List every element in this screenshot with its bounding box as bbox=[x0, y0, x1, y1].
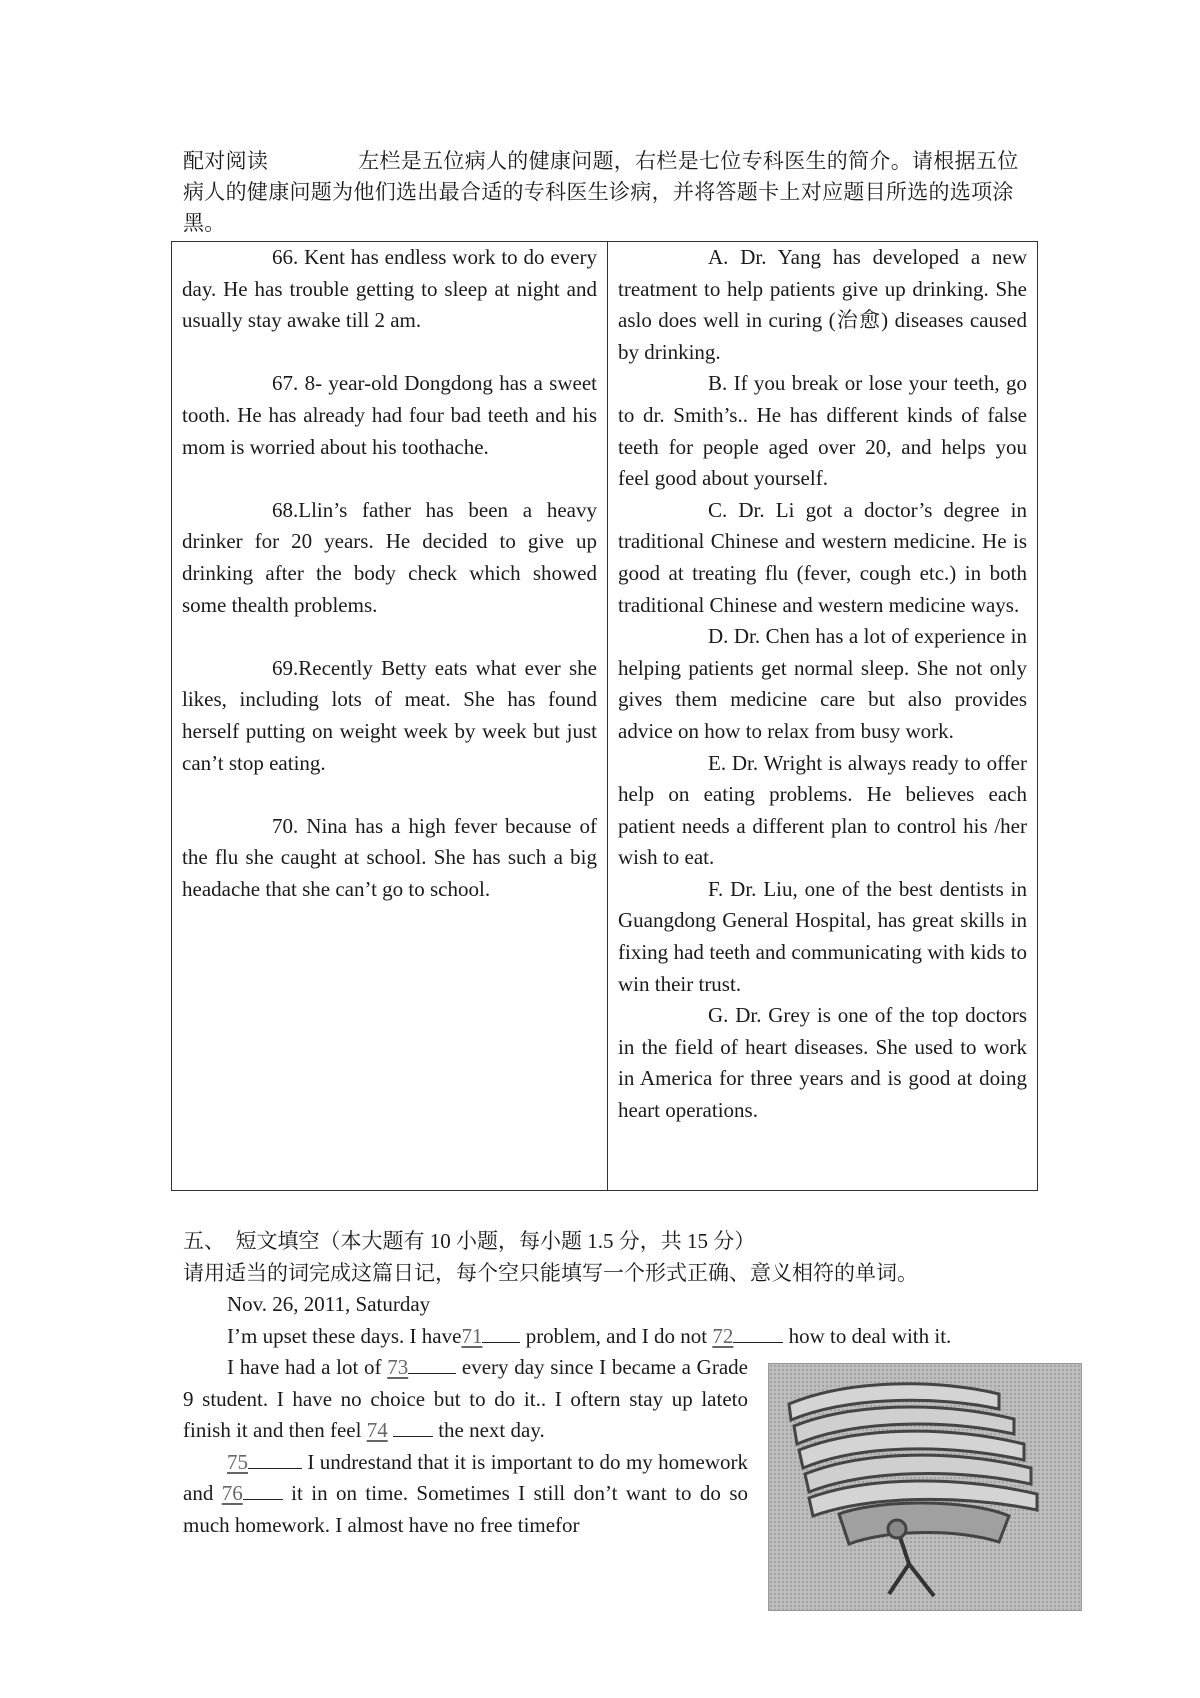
doctor-b: B. If you break or lose your teeth, go to dr. Smith’s.. He has different kinds of false teeth for people aged over 20, and helps you feel good about yourself. bbox=[618, 371, 1027, 491]
matching-table bbox=[171, 241, 1038, 1191]
blank-73-line bbox=[408, 1353, 456, 1374]
blank-74-line bbox=[393, 1416, 433, 1437]
student-carrying-books-icon bbox=[769, 1364, 1081, 1610]
diary-line-1: I’m upset these days. I have71 problem, and I do not 72 how to deal with it. bbox=[227, 1323, 952, 1348]
matching-reading-instructions bbox=[183, 146, 1033, 239]
section-label: 配对阅读 bbox=[183, 149, 269, 173]
blank-72: 72 bbox=[712, 1323, 734, 1348]
patient-66: 66. Kent has endless work to do every day. He has trouble getting to sleep at night and usually stay awake till 2 am. bbox=[182, 245, 597, 333]
section-heading bbox=[183, 1226, 1063, 1258]
patient-68: 68.Llin’s father has been a heavy drinker for 20 years. He decided to give up drinking after the body check which showed some thealth problems. bbox=[182, 497, 597, 617]
doctors-column bbox=[608, 242, 1038, 1191]
doctor-a: A. Dr. Yang has developed a new treatment to help patients give up drinking. She aslo does well in curing (治愈) diseases caused by drinking. bbox=[618, 245, 1027, 364]
doctor-d: D. Dr. Chen has a lot of experience in helping patients get normal sleep. She not only gives them medicine care but also provides advice on how to relax from busy work. bbox=[618, 624, 1027, 743]
blank-71: 71 bbox=[461, 1323, 483, 1348]
blank-76-line bbox=[243, 1479, 283, 1500]
cloze-section bbox=[183, 1226, 1063, 1352]
diary-body bbox=[183, 1352, 748, 1542]
instruction-text: 左栏是五位病人的健康问题，右栏是七位专科医生的简介。请根据五位病人的健康问题为他们选出最合适的专科医生诊病，并将答题卡上对应题目所选的选项涂黑。 bbox=[183, 149, 1019, 235]
blank-74: 74 bbox=[366, 1418, 388, 1443]
blank-75: 75 bbox=[227, 1449, 248, 1474]
section-instruction: 请用适当的词完成这篇日记，每个空只能填写一个形式正确、意义相符的单词。 bbox=[183, 1260, 918, 1285]
doctor-e: E. Dr. Wright is always ready to offer help on eating problems. He believes each patient needs a different plan to control his /her wish to eat. bbox=[618, 750, 1027, 870]
patient-70: 70. Nina has a high fever because of the flu she caught at school. She has such a big headache that she can’t go to school. bbox=[182, 813, 597, 901]
blank-76: 76 bbox=[221, 1481, 243, 1506]
diary-paragraph-2: 75 I undrestand that it is important to do my homework and 76 it in on time. Sometimes I still don’t want to do so much homework. I almost have no free timefor bbox=[183, 1449, 748, 1537]
diary-date: Nov. 26, 2011, Saturday bbox=[227, 1292, 431, 1317]
homework-illustration bbox=[768, 1363, 1082, 1611]
blank-71-line bbox=[482, 1322, 520, 1343]
doctor-c: C. Dr. Li got a doctor’s degree in traditional Chinese and western medicine. He is good at treating flu (fever, cough etc.) in both traditional Chinese and western medicine ways. bbox=[618, 497, 1027, 617]
section-title: 短文填空（本大题有 10 小题，每小题 1.5 分，共 15 分） bbox=[235, 1229, 756, 1253]
blank-73: 73 bbox=[387, 1355, 409, 1379]
blank-75-line bbox=[248, 1448, 302, 1469]
doctor-g: G. Dr. Grey is one of the top doctors in the field of heart diseases. She used to work in America for three years and is good at doing heart operations. bbox=[618, 1003, 1027, 1123]
doctor-f: F. Dr. Liu, one of the best dentists in Guangdong General Hospital, has great skills in fixing had teeth and communicating with kids to win their trust. bbox=[618, 876, 1027, 996]
patient-67: 67. 8- year-old Dongdong has a sweet tooth. He has already had four bad teeth and his mom is worried about his toothache. bbox=[182, 371, 597, 459]
diary-paragraph-1: I have had a lot of 73 every day since I became a Grade 9 student. I have no choice but to do it.. I oftern stay up lateto finish it and then feel 74 the next day. bbox=[183, 1355, 748, 1443]
patients-column bbox=[172, 242, 608, 1191]
section-number: 五、 bbox=[183, 1229, 225, 1253]
patient-69: 69.Recently Betty eats what ever she likes, including lots of meat. She has found herself putting on weight week by week but just can’t stop eating. bbox=[182, 655, 597, 775]
blank-72-line bbox=[733, 1322, 783, 1343]
